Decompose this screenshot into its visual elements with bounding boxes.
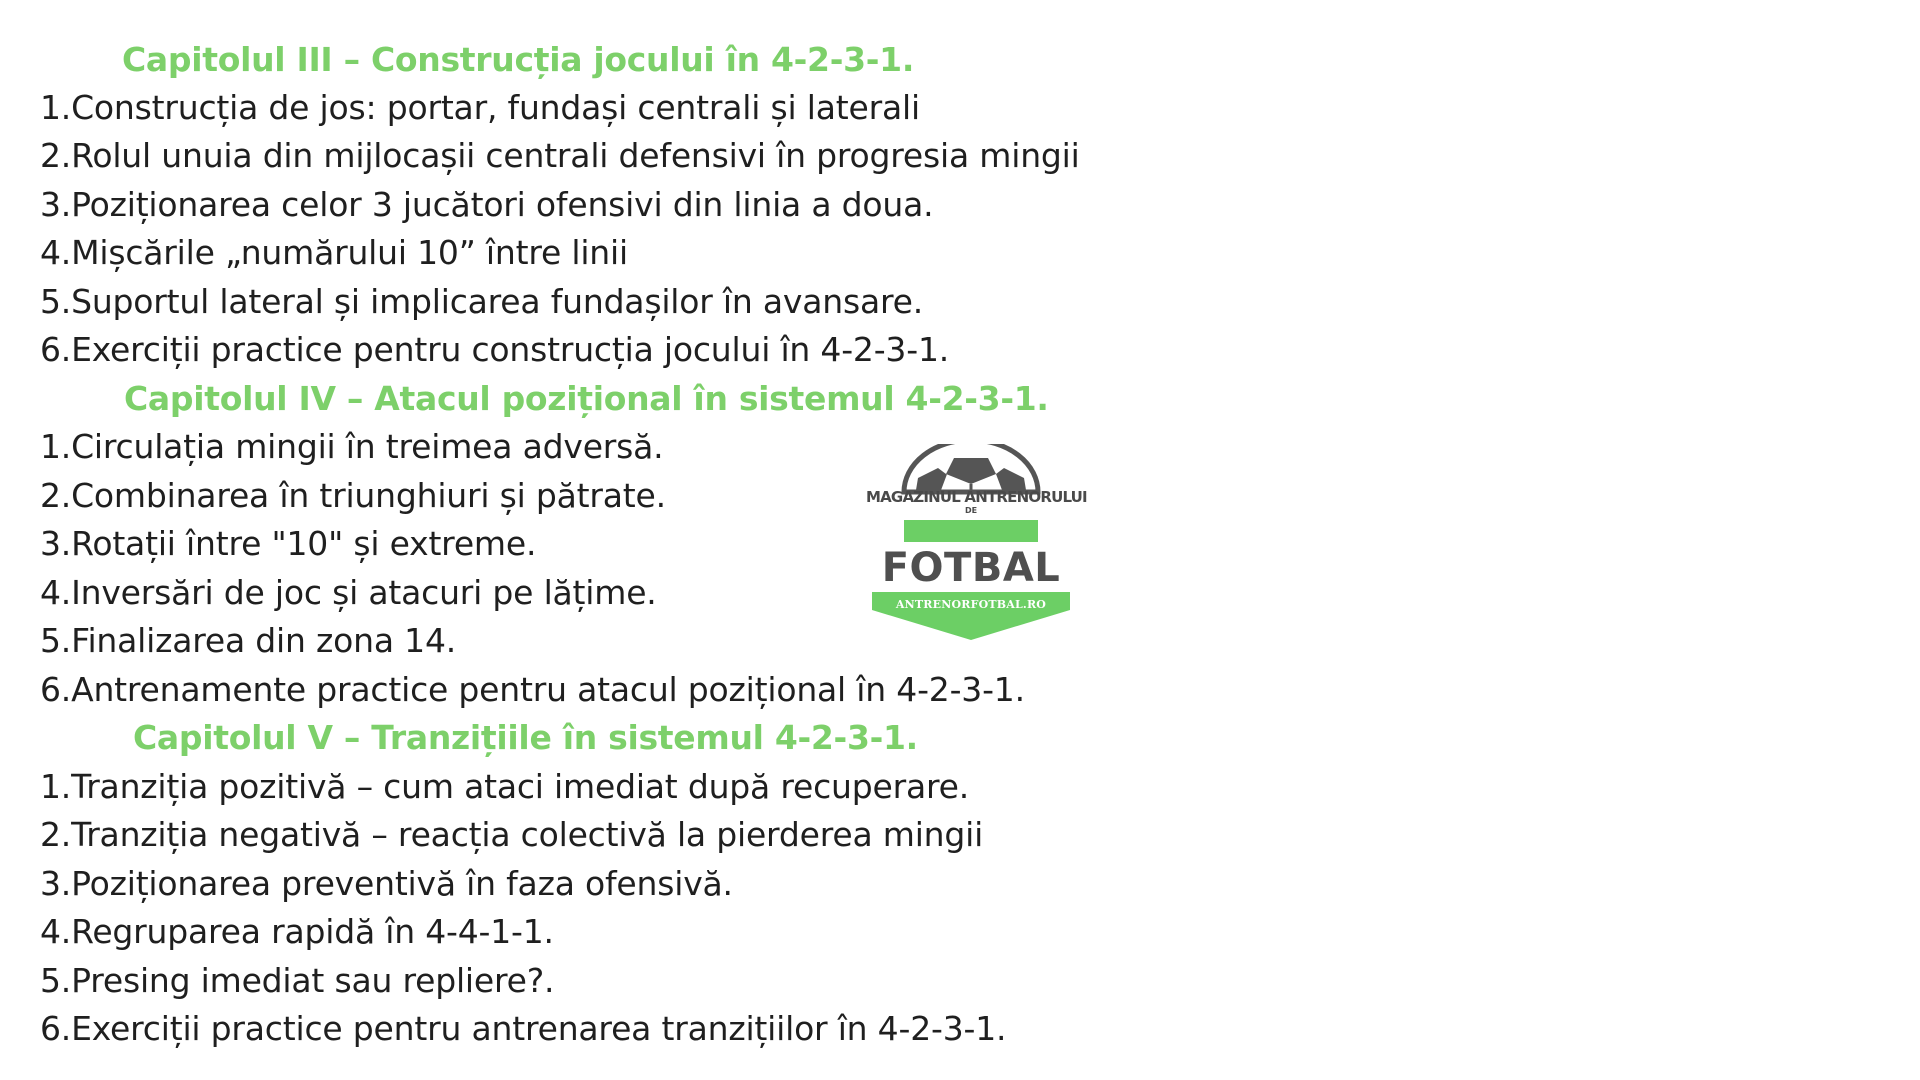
chapter-5-item-3: 3.Poziționarea preventivă în faza ofensivă. xyxy=(40,864,733,903)
chapter-4-item-6: 6.Antrenamente practice pentru atacul pozițional în 4-2-3-1. xyxy=(40,670,1025,709)
chapter-5-item-1: 1.Tranziția pozitivă – cum ataci imediat după recuperare. xyxy=(40,767,970,806)
chapter-4-item-3: 3.Rotații între "10" și extreme. xyxy=(40,524,537,563)
chapter-5-title: Capitolul V – Tranzițiile în sistemul 4-2-3-1. xyxy=(133,718,918,757)
logo-de-text: DE xyxy=(964,506,978,515)
chapter-5-item-5: 5.Presing imediat sau repliere?. xyxy=(40,961,555,1000)
logo-url-text: ANTRENORFOTBAL.RO xyxy=(895,598,1047,611)
soccer-ball-icon xyxy=(904,444,1038,492)
chapter-4-item-2: 2.Combinarea în triunghiuri și pătrate. xyxy=(40,476,666,515)
chapter-5-item-6: 6.Exerciții practice pentru antrenarea tranzițiilor în 4-2-3-1. xyxy=(40,1009,1007,1048)
chapter-3-item-4: 4.Mișcările „numărului 10” între linii xyxy=(40,233,628,272)
chapter-4-item-1: 1.Circulația mingii în treimea adversă. xyxy=(40,427,664,466)
chapter-4-item-5: 5.Finalizarea din zona 14. xyxy=(40,621,457,660)
brand-logo xyxy=(866,444,1087,644)
chapter-3-item-3: 3.Poziționarea celor 3 jucători ofensivi din linia a doua. xyxy=(40,185,934,224)
chapter-3-item-2: 2.Rolul unuia din mijlocașii centrali defensivi în progresia mingii xyxy=(40,136,1080,175)
chapter-3-item-6: 6.Exerciții practice pentru construcția jocului în 4-2-3-1. xyxy=(40,330,950,369)
logo-green-bar xyxy=(904,520,1038,542)
chapter-5-item-2: 2.Tranziția negativă – reacția colectivă la pierderea mingii xyxy=(40,815,984,854)
chapter-3-item-1: 1.Construcția de jos: portar, fundași centrali și laterali xyxy=(40,88,920,127)
chapter-5-item-4: 4.Regruparea rapidă în 4-4-1-1. xyxy=(40,912,554,951)
chapter-3-title: Capitolul III – Construcția jocului în 4-2-3-1. xyxy=(122,40,915,79)
logo-graphic xyxy=(866,444,1087,644)
logo-main-text: FOTBAL xyxy=(881,545,1061,591)
chapter-3-item-5: 5.Suportul lateral și implicarea fundașilor în avansare. xyxy=(40,282,924,321)
chapter-4-item-4: 4.Inversări de joc și atacuri pe lățime. xyxy=(40,573,657,612)
chapter-4-title: Capitolul IV – Atacul pozițional în sistemul 4-2-3-1. xyxy=(124,379,1049,418)
logo-brand-text: MAGAZINUL ANTRENORULUI xyxy=(866,488,1087,506)
